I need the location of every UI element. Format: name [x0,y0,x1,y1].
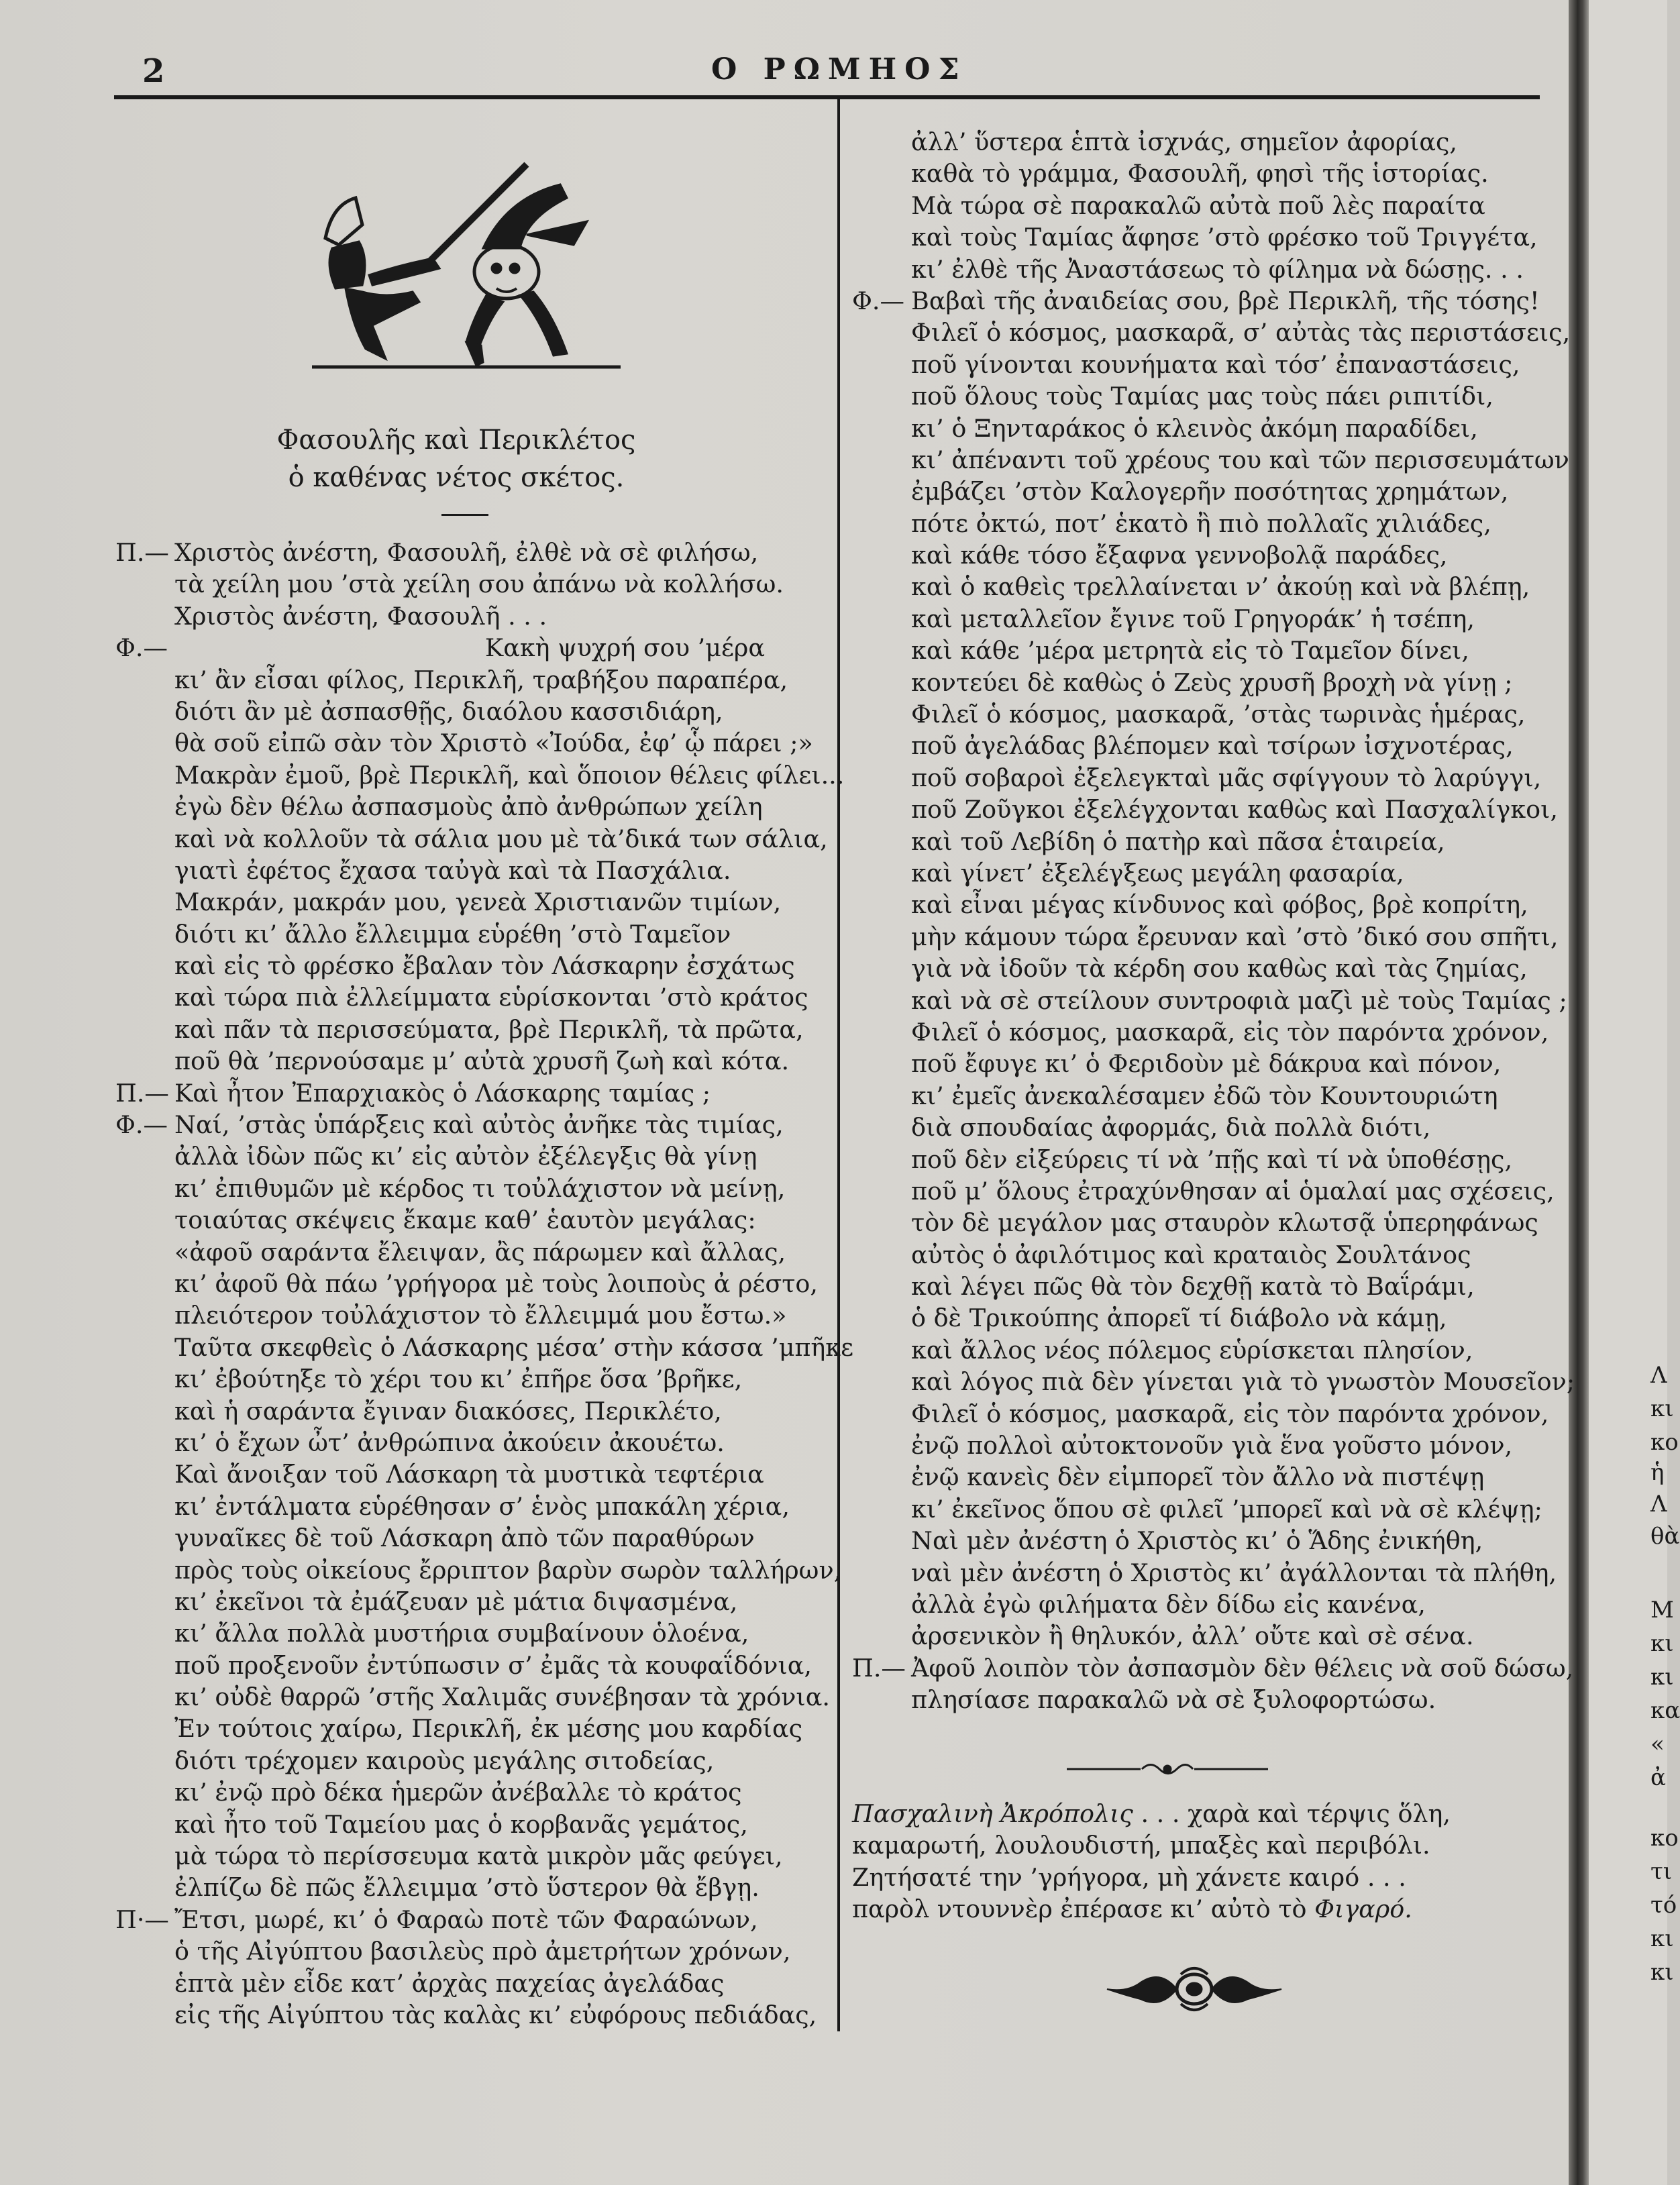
verse-line [115,1522,827,1554]
verse-text: ποῦ θὰ ’περνούσαμε μ’ αὐτὰ χρυσῆ ζωὴ καὶ κότα. [174,1047,790,1076]
right-text-column [852,126,1575,1716]
verse-text: καὶ ἦτο τοῦ Ταμείου μας ὁ κορβανᾶς γεμάτος, [174,1809,748,1839]
verse-text: Ταῦτα σκεφθεὶς ὁ Λάσκαρης μέσα’ στὴν κάσσα ’μπῆκε [174,1332,854,1362]
advert-line-1: . . . χαρὰ καὶ τέρψις ὅλη, [1141,1799,1451,1828]
verse-text: κι’ ἄλλα πολλὰ μυστήρια συμβαίνουν ὁλοένα, [174,1619,749,1648]
advert-figaro: Φιγαρό. [1314,1895,1412,1924]
verse-line [115,1332,854,1363]
verse-text: μὴν κάμουν τώρα ἔρευναν καὶ ’στὸ ’δικό σου σπῆτι, [911,922,1559,951]
verse-line [115,855,827,886]
verse-line [115,1363,827,1395]
verse-text: Ναὶ μὲν ἀνέστη ὁ Χριστὸς κι’ ὁ Ἅδης ἐνικήθη, [911,1526,1483,1556]
speaker-label: Π.— [115,1078,169,1108]
verse-line [852,254,1563,285]
verse-line [852,1239,1563,1271]
verse-text: κι’ ἀφοῦ θὰ πάω ’γρήγορα μὲ τοὺς λοιποὺς ἀ ρέστο, [174,1269,818,1298]
column-divider [837,99,840,2031]
next-page-fragment: « [1650,1731,1665,1758]
speaker-label: Π.— [115,538,169,567]
verse-line [852,667,1563,698]
verse-line [115,1904,827,1935]
verse-line [115,1173,827,1204]
advert-line-4: παρὸλ ντουννὲρ ἐπέρασε κι’ αὐτὸ τὸ [852,1895,1307,1924]
verse-line [852,1334,1563,1366]
verse-line [115,950,827,981]
verse-text: καὶ εἰς τὸ φρέσκο ἔβαλαν τὸν Λάσκαρην ἐσχάτως [174,951,795,981]
verse-text: διότι τρέχομεν καιροὺς μεγάλης σιτοδείας, [174,1746,715,1775]
verse-text: εἰς τῆς Αἰγύπτου τὰς καλὰς κι’ εὐφόρους πεδιάδας, [174,2000,817,2029]
verse-line [115,1268,827,1299]
decorative-flourish-icon [1094,1962,1295,2016]
verse-text: μὰ τώρα τὸ περίσσευμα κατὰ μικρὸν μᾶς φεύγει, [174,1842,783,1871]
header-rule [114,95,1540,99]
verse-line [852,508,1563,539]
verse-line [852,1684,1563,1715]
verse-line [852,158,1563,189]
verse-line [852,1366,1575,1397]
verse-line [852,1620,1563,1652]
verse-text: τοιαύτας σκέψεις ἔκαμε καθ’ ἑαυτὸν μεγάλας: [174,1206,756,1235]
verse-line [852,1112,1563,1143]
verse-line [115,1109,827,1140]
verse-line [115,1872,827,1903]
verse-text: κι’ ἐκεῖνος ὅπου σὲ φιλεῖ ’μπορεῖ καὶ νὰ σὲ κλέψῃ; [911,1494,1542,1524]
verse-text: Φιλεῖ ὁ κόσμος, μασκαρᾶ, ’στὰς τωρινὰς ἡμέρας, [911,700,1526,729]
caption-rule [441,514,488,516]
verse-text: ποῦ δὲν εἰξεύρεις τί νὰ ’πῇς καὶ τί νὰ ὑποθέσῃς, [911,1144,1513,1174]
verse-text: Ἔτσι, μωρέ, κι’ ὁ Φαραὼ ποτὲ τῶν Φαραώνων, [174,1905,758,1934]
verse-line [115,1617,827,1649]
verse-text: ποῦ ἀγελάδας βλέπομεν καὶ τσίρων ἰσχνοτέρας, [911,731,1514,761]
verse-line [115,537,827,568]
advert-title: Πασχαλινὴ Ἀκρόπολις [852,1799,1133,1828]
caption-line-1: Φασουλῆς καὶ Περικλέτος [276,425,636,456]
verse-text: ποῦ σοβαροὶ ἐξελεγκταὶ μᾶς σφίγγουν τὸ λαρύγγι, [911,763,1542,792]
page-gutter [1569,0,1589,2185]
next-page-fragment: κα [1650,1697,1680,1724]
verse-line [852,985,1567,1016]
verse-text: ἑπτὰ μὲν εἶδε κατ’ ἀρχὰς παχείας ἀγελάδας [174,1968,725,1998]
verse-text: ἀρσενικὸν ἢ θηλυκόν, ἀλλ’ οὔτε καὶ σὲ σένα. [911,1621,1474,1651]
verse-line [852,603,1563,635]
verse-text: κι’ ἐμεῖς ἀνεκαλέσαμεν ἐδῶ τὸν Κουντουριώτη [911,1081,1498,1110]
verse-line [852,1652,1574,1684]
verse-text: ἀλλὰ ἰδὼν πῶς κι’ εἰς αὐτὸν ἐξέλεγξις θὰ γίνῃ [174,1142,757,1171]
verse-line [852,380,1563,412]
verse-line [852,1557,1563,1589]
verse-line [115,664,827,696]
verse-text: καὶ τοῦ Λεβίδη ὁ πατὴρ καὶ πᾶσα ἑταιρεία, [911,827,1445,856]
verse-line [115,1045,827,1077]
speaker-label: Φ.— [115,633,168,663]
verse-line [115,1745,827,1776]
next-page-fragment: κι [1650,1395,1674,1422]
verse-line [852,1430,1563,1461]
verse-line [852,1525,1563,1556]
verse-text: Μακράν, μακράν μου, γενεὰ Χριστιανῶν τιμίων, [174,888,782,917]
verse-line [115,1840,827,1872]
verse-text: καὶ λόγος πιὰ δὲν γίνεται γιὰ τὸ γνωστὸν Μουσεῖον; [911,1367,1575,1397]
verse-text: καὶ νὰ σὲ στείλουν συντροφιὰ μαζὶ μὲ τοὺς Ταμίας ; [911,985,1567,1015]
masthead-title: Ο ΡΩΜΗΟΣ [711,52,967,87]
verse-text: ἐνῷ κανεὶς δὲν εἰμπορεῖ τὸν ἄλλο νὰ πιστέψῃ [911,1462,1485,1492]
verse-text: ποῦ Ζοῦγκοι ἐξελέγχονται καθὼς καὶ Πασχαλίγκοι, [911,795,1559,824]
verse-line [852,1175,1563,1207]
verse-line [115,727,827,759]
verse-text: κι’ ἐκεῖνοι τὰ ἐμάζευαν μὲ μάτια διψασμένα, [174,1587,738,1616]
verse-text: «ἀφοῦ σαράντα ἔλειψαν, ἂς πάρωμεν καὶ ἄλλας, [174,1237,786,1267]
verse-line [852,921,1563,953]
verse-line [852,349,1563,380]
verse-text: Ναί, ’στὰς ὑπάρξεις καὶ αὐτὸς ἀνῆκε τὰς τιμίας, [174,1110,784,1140]
ornamental-divider-icon [1067,1759,1268,1779]
verse-text: καὶ νὰ κολλοῦν τὰ σάλια μου μὲ τὰ’δικά των σάλια, [174,824,828,853]
verse-text: ἐλπίζω δὲ πῶς ἔλλειμμα ’στὸ ὕστερον θὰ ἔβγῃ. [174,1873,759,1903]
next-page-fragment: Λ [1650,1362,1667,1389]
verse-line [115,1395,827,1427]
speaker-label: Π.— [852,1653,906,1683]
verse-text: Χριστὸς ἀνέστη, Φασουλῆ, ἐλθὲ νὰ σὲ φιλήσω, [174,538,759,567]
verse-text: ἐνῷ πολλοὶ αὐτοκτονοῦν γιὰ ἕνα γοῦστο μόνον, [911,1431,1513,1460]
speaker-label: Π·— [115,1905,169,1934]
verse-text: καὶ τοὺς Ταμίας ἄφησε ’στὸ φρέσκο τοῦ Τριγγέτα, [911,223,1538,252]
next-page-fragment: θὰ [1650,1523,1680,1550]
verse-text: κι’ ἀπέναντι τοῦ χρέους του καὶ τῶν περισσευμάτων [911,445,1569,474]
verse-text: κι’ ἂν εἶσαι φίλος, Περικλῆ, τραβήξου παραπέρα, [174,665,788,694]
verse-line [852,730,1563,761]
verse-line [852,698,1563,730]
verse-line [852,126,1563,158]
speaker-label: Φ.— [852,286,905,315]
verse-text: Χριστὸς ἀνέστη, Φασουλῆ . . . [174,601,547,631]
verse-text: Φιλεῖ ὁ κόσμος, μασκαρᾶ, εἰς τὸν παρόντα χρόνον, [911,1399,1549,1428]
verse-line [115,1140,827,1172]
verse-line [852,317,1571,348]
verse-line [852,1016,1563,1048]
verse-text: Καὶ ἄνοιξαν τοῦ Λάσκαρη τὰ μυστικὰ τεφτέρια [174,1460,764,1489]
verse-line [115,1776,827,1808]
verse-line [115,1999,827,2031]
verse-line [115,886,827,918]
verse-text: πρὸς τοὺς οἰκείους ἔρριπτον βαρὺν σωρὸν ταλλήρων, [174,1555,842,1585]
verse-text: καὶ ἄλλος νέος πόλεμος εὑρίσκεται πλησίον, [911,1335,1473,1365]
verse-text: πλησίασε παρακαλῶ νὰ σὲ ξυλοφορτώσω. [911,1685,1436,1715]
verse-line [852,826,1563,857]
verse-text: Ἐν τούτοις χαίρω, Περικλῆ, ἐκ μέσης μου καρδίας [174,1714,803,1744]
verse-text: ἀλλ’ ὕστερα ἑπτὰ ἰσχνάς, σημεῖον ἀφορίας, [911,127,1458,156]
verse-text: καὶ κάθε ’μέρα μετρητὰ εἰς τὸ Ταμεῖον δίνει, [911,636,1469,665]
next-page-fragment: τι [1650,1858,1673,1885]
verse-text: Καὶ ἦτον Ἐπαρχιακὸς ὁ Λάσκαρης ταμίας ; [174,1078,711,1108]
advertisement [852,1798,1563,1925]
verse-line [852,413,1563,444]
verse-text: Μὰ τώρα σὲ παρακαλῶ αὐτὰ ποῦ λὲς παραίτα [911,191,1485,220]
verse-text: κι’ ὁ Ξηνταράκος ὁ κλεινὸς ἀκόμη παραδίδει, [911,413,1478,443]
next-page-edge [1589,0,1667,2185]
verse-line [115,1554,842,1586]
verse-line [852,444,1569,476]
verse-text: καὶ ὁ καθεὶς τρελλαίνεται ν’ ἀκούῃ καὶ νὰ βλέπῃ, [911,572,1530,602]
illustration-caption [255,421,658,496]
verse-text: καὶ πᾶν τὰ περισσεύματα, βρὲ Περικλῆ, τὰ πρῶτα, [174,1014,804,1044]
verse-line [852,1271,1563,1302]
verse-text: ναὶ μὲν ἀνέστη ὁ Χριστὸς κι’ ἀγάλλονται τὰ πλήθη, [911,1558,1557,1587]
verse-text: γιὰ νὰ ἰδοῦν τὰ κέρδη σου καθὼς καὶ τὰς ζημίας, [911,954,1528,983]
verse-text: τὰ χείλη μου ’στὰ χείλη σου ἀπάνω νὰ κολλήσω. [174,570,784,599]
verse-text: κι’ ἐνῷ πρὸ δέκα ἡμερῶν ἀνέβαλλε τὸ κράτος [174,1778,742,1807]
verse-text: ὁ δὲ Τρικούπης ἀπορεῖ τί διάβολο νὰ κάμῃ, [911,1303,1447,1333]
left-text-column [115,537,854,2031]
verse-line [115,1299,827,1331]
verse-text: Ἀφοῦ λοιπὸν τὸν ἀσπασμὸν δὲν θέλεις νὰ σοῦ δώσω, [911,1653,1574,1683]
verse-text: ἀλλὰ ἐγὼ φιλήματα δὲν δίδω εἰς κανένα, [911,1589,1426,1619]
verse-text: καὶ μεταλλεῖον ἔγινε τοῦ Γρηγοράκ’ ἡ τσέπη, [911,604,1475,633]
verse-text: Κακὴ ψυχρή σου ’μέρα [484,633,765,663]
verse-text: πότε ὀκτώ, ποτ’ ἑκατὸ ἢ πιὸ πολλαῖς χιλιάδες, [911,509,1491,538]
verse-line [115,1491,827,1522]
verse-line [115,1809,827,1840]
verse-line [852,1461,1563,1493]
verse-text: Φιλεῖ ὁ κόσμος, μασκαρᾶ, εἰς τὸν παρόντα χρόνον, [911,1017,1549,1047]
verse-line [852,1302,1563,1334]
verse-line [115,1586,827,1617]
verse-text: θὰ σοῦ εἰπῶ σὰν τὸν Χριστὸ «Ἰούδα, ἐφ’ ᾧ πάρει ;» [174,729,813,758]
next-page-fragment: κι [1650,1959,1674,1986]
next-page-fragment: κο [1650,1429,1679,1456]
verse-line [852,794,1563,825]
verse-text: γιατὶ ἐφέτος ἔχασα ταὐγὰ καὶ τὰ Πασχάλια. [174,855,731,885]
next-page-fragment: κο [1650,1825,1679,1852]
verse-line [852,889,1563,920]
verse-line [852,1048,1563,1079]
verse-text: Μακρὰν ἐμοῦ, βρὲ Περικλῆ, καὶ ὅποιον θέλεις φίλει... [174,760,845,790]
verse-line [115,918,827,950]
verse-text: κοντεύει δὲ καθὼς ὁ Ζεὺς χρυσῆ βροχὴ νὰ γίνῃ ; [911,668,1513,697]
verse-text: καὶ γίνετ’ ἐξελέγξεως μεγάλη φασαρία, [911,858,1404,888]
verse-text: καὶ τώρα πιὰ ἐλλείμματα εὑρίσκονται ’στὸ κράτος [174,983,808,1012]
next-page-fragment: τό [1650,1892,1677,1919]
verse-line [852,857,1563,889]
verse-line [852,953,1563,984]
verse-line [115,759,845,791]
verse-line [852,762,1563,794]
verse-text: τὸν δὲ μεγάλον μας σταυρὸν κλωτσᾷ ὑπερηφάνως [911,1208,1538,1238]
verse-line [852,571,1563,602]
verse-line [852,539,1563,571]
verse-line [852,190,1563,221]
verse-text: καὶ ἡ σαράντα ἔγιναν διακόσες, Περικλέτο, [174,1396,722,1426]
verse-line [115,823,827,855]
verse-line [115,1014,827,1045]
verse-line [115,981,827,1013]
verse-line [852,1493,1563,1525]
verse-text: καθὰ τὸ γράμμα, Φασουλῆ, φησὶ τῆς ἱστορίας. [911,159,1489,189]
verse-line [115,1236,827,1268]
verse-line [115,600,827,632]
next-page-fragment: Λ [1650,1491,1667,1517]
next-page-fragment: κι [1650,1630,1674,1657]
verse-text: καὶ κάθε τόσο ἔξαφνα γεννοβολᾷ παράδες, [911,541,1448,570]
verse-line [115,568,827,600]
verse-text: Βαβαὶ τῆς ἀναιδείας σου, βρὲ Περικλῆ, τῆς τόσης! [911,286,1540,315]
next-page-fragment: Μ [1650,1597,1674,1623]
verse-line [852,635,1563,666]
verse-text: ποῦ ἔφυγε κι’ ὁ Φεριδοὺν μὲ δάκρυα καὶ πόνον, [911,1049,1502,1079]
verse-text: κι’ ἐντάλματα εὑρέθησαν σ’ ἑνὸς μπακάλη χέρια, [174,1491,790,1521]
verse-text: κι’ ἐλθὲ τῆς Ἀναστάσεως τὸ φίλημα νὰ δώσῃς. . . [911,254,1524,284]
verse-line [852,476,1563,507]
verse-line [115,1681,830,1713]
verse-text: κι’ ἐβούτηξε τὸ χέρι του κι’ ἐπῆρε ὅσα ’βρῆκε, [174,1365,743,1394]
verse-line [852,1207,1563,1238]
verse-text: ὁ τῆς Αἰγύπτου βασιλεὺς πρὸ ἀμετρήτων χρόνων, [174,1937,791,1966]
verse-text: ποῦ γίνονται κουνήματα καὶ τόσ’ ἐπαναστάσεις, [911,350,1520,379]
verse-line [115,1935,827,1967]
verse-text: κι’ ἐπιθυμῶν μὲ κέρδος τι τοὐλάχιστον νὰ μείνῃ, [174,1173,786,1203]
verse-text: ποῦ ὅλους τοὺς Ταμίας μας τοὺς πάει ριπιτίδι, [911,382,1493,411]
verse-text: καὶ λέγει πῶς θὰ τὸν δεχθῇ κατὰ τὸ Βαΐράμι, [911,1272,1475,1301]
verse-line [115,1713,827,1744]
next-page-fragment: κι [1650,1925,1674,1952]
verse-line [852,1144,1563,1175]
speaker-label: Φ.— [115,1110,168,1140]
verse-text: γυναῖκες δὲ τοῦ Λάσκαρη ἀπὸ τῶν παραθύρων [174,1524,755,1553]
caption-line-2: ὁ καθένας νέτος σκέτος. [288,462,625,493]
verse-text: αὐτὸς ὁ ἀφιλότιμος καὶ κραταιὸς Σουλτάνος [911,1240,1471,1269]
verse-text: Φιλεῖ ὁ κόσμος, μασκαρᾶ, σ’ αὐτὰς τὰς περιστάσεις, [911,318,1571,348]
verse-text: διὰ σπουδαίας ἀφορμάς, διὰ πολλὰ διότι, [911,1113,1431,1142]
verse-text: διότι ἂν μὲ ἀσπασθῇς, διαόλου κασσιδιάρη, [174,696,723,726]
verse-text: ἐμβάζει ’στὸν Καλογερῆν ποσότητας χρημάτων, [911,477,1509,507]
verse-text: ἐγὼ δὲν θέλω ἀσπασμοὺς ἀπὸ ἀνθρώπων χείλη [174,792,763,822]
verse-line [115,1968,827,1999]
advert-line-3: Ζητήσατέ την ’γρήγορα, μὴ χάνετε καιρό . . . [852,1862,1406,1892]
verse-line [852,1398,1563,1430]
advert-line-2: καμαρωτή, λουλουδιστή, μπαξὲς καὶ περιβόλι. [852,1831,1430,1860]
next-page-fragment: κι [1650,1664,1674,1691]
next-page-fragment: ἀ [1650,1764,1666,1791]
verse-text: κι’ ὁ ἔχων ὦτ’ ἀνθρώπινα ἀκούειν ἀκουέτω. [174,1428,725,1457]
verse-line [115,1077,827,1109]
verse-line [115,1458,827,1490]
verse-line [852,221,1563,253]
verse-text: πλειότερον τοὐλάχιστον τὸ ἔλλειμμά μου ἔστω.» [174,1301,787,1330]
caricature-two-figures-icon [305,158,627,379]
verse-line [852,285,1563,317]
verse-text: διότι κι’ ἄλλο ἔλλειμμα εὑρέθη ’στὸ Ταμεῖον [174,919,731,949]
verse-line [115,791,827,822]
verse-line [852,1589,1563,1620]
verse-line [115,632,827,663]
verse-text: κι’ οὐδὲ θαρρῶ ’στῆς Χαλιμᾶς συνέβησαν τὰ χρόνια. [174,1683,830,1712]
verse-line [115,1427,827,1458]
verse-line [115,696,827,727]
verse-line [115,1204,827,1236]
verse-text: ποῦ μ’ ὅλους ἐτραχύνθησαν αἱ ὁμαλαί μας σχέσεις, [911,1176,1555,1206]
verse-line [115,1650,827,1681]
next-page-fragment: ἡ [1650,1459,1665,1486]
page-number: 2 [142,52,165,90]
verse-line [852,1080,1563,1112]
verse-text: καὶ εἶναι μέγας κίνδυνος καὶ φόβος, βρὲ κοπρίτη, [911,890,1528,920]
verse-text: ποῦ προξενοῦν ἐντύπωσιν σ’ ἐμᾶς τὰ κουφαΐδόνια, [174,1650,812,1680]
